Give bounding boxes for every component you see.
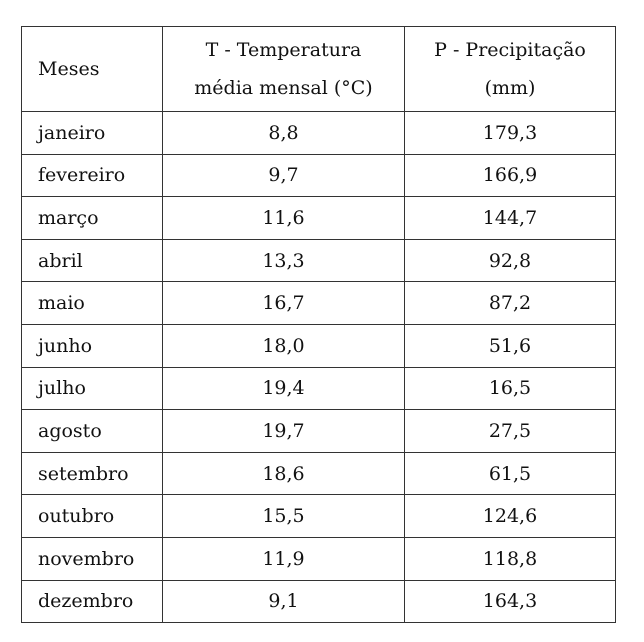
- month-cell: abril: [22, 239, 163, 282]
- table-row: [22, 410, 616, 453]
- precipitation-cell: 118,8: [405, 537, 616, 580]
- header-precipitation: [405, 27, 616, 112]
- month-cell: julho: [22, 367, 163, 410]
- temperature-cell: 11,6: [163, 197, 405, 240]
- temperature-cell: 8,8: [163, 112, 405, 155]
- temperature-cell: 11,9: [163, 537, 405, 580]
- month-cell: setembro: [22, 452, 163, 495]
- temperature-cell: 9,1: [163, 580, 405, 623]
- month-cell: março: [22, 197, 163, 240]
- table-row: [22, 282, 616, 325]
- month-cell: fevereiro: [22, 154, 163, 197]
- header-months: Meses: [22, 27, 163, 112]
- precipitation-cell: 166,9: [405, 154, 616, 197]
- temperature-cell: 9,7: [163, 154, 405, 197]
- month-cell: novembro: [22, 537, 163, 580]
- header-row: [22, 27, 616, 112]
- header-precipitation-line2: (mm): [484, 77, 536, 99]
- temperature-cell: 18,0: [163, 324, 405, 367]
- header-temperature-line1: T - Temperatura: [205, 39, 362, 61]
- precipitation-cell: 92,8: [405, 239, 616, 282]
- table-body: [22, 112, 616, 623]
- header-temperature-line2: média mensal (°C): [194, 77, 373, 99]
- precipitation-cell: 179,3: [405, 112, 616, 155]
- month-cell: dezembro: [22, 580, 163, 623]
- table-row: [22, 367, 616, 410]
- precipitation-cell: 27,5: [405, 410, 616, 453]
- temperature-cell: 15,5: [163, 495, 405, 538]
- precipitation-cell: 51,6: [405, 324, 616, 367]
- table-row: [22, 197, 616, 240]
- month-cell: janeiro: [22, 112, 163, 155]
- temperature-cell: 13,3: [163, 239, 405, 282]
- precipitation-cell: 61,5: [405, 452, 616, 495]
- table-row: [22, 239, 616, 282]
- header-temperature: [163, 27, 405, 112]
- month-cell: maio: [22, 282, 163, 325]
- table-row: [22, 537, 616, 580]
- precipitation-cell: 87,2: [405, 282, 616, 325]
- temperature-cell: 18,6: [163, 452, 405, 495]
- temperature-cell: 19,4: [163, 367, 405, 410]
- precipitation-cell: 164,3: [405, 580, 616, 623]
- table-row: [22, 324, 616, 367]
- temperature-cell: 16,7: [163, 282, 405, 325]
- precipitation-cell: 16,5: [405, 367, 616, 410]
- precipitation-cell: 124,6: [405, 495, 616, 538]
- table-row: [22, 154, 616, 197]
- table-row: [22, 112, 616, 155]
- month-cell: agosto: [22, 410, 163, 453]
- climate-table: [21, 26, 616, 623]
- month-cell: outubro: [22, 495, 163, 538]
- temperature-cell: 19,7: [163, 410, 405, 453]
- header-precipitation-line1: P - Precipitação: [434, 39, 586, 61]
- table-row: [22, 452, 616, 495]
- table-row: [22, 580, 616, 623]
- table-header: [22, 27, 616, 112]
- month-cell: junho: [22, 324, 163, 367]
- table-row: [22, 495, 616, 538]
- precipitation-cell: 144,7: [405, 197, 616, 240]
